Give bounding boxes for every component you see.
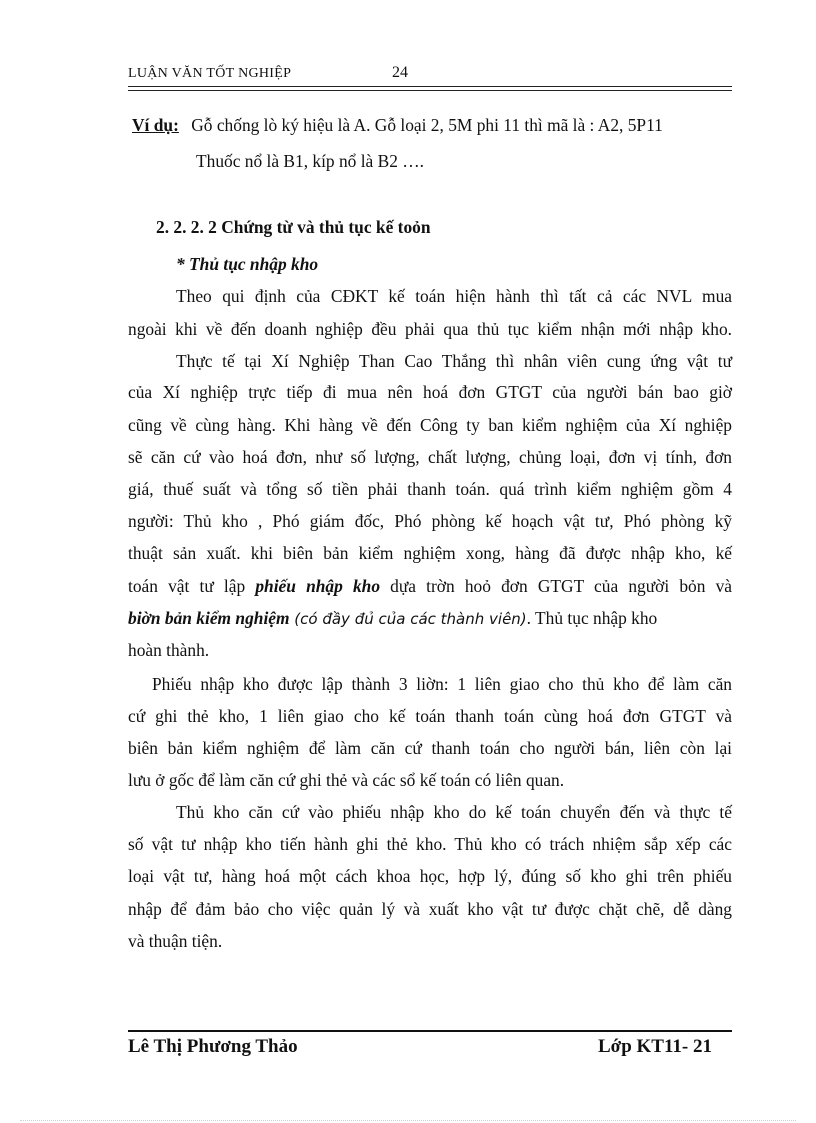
para2-line-1: Phiếu nhập kho được lập thành 3 liờn: 1 liên giao cho thủ kho để làm căn [152, 674, 732, 694]
body-line-10-end: dựa trờn hoỏ đơn GTGT của người bỏn và [380, 576, 732, 596]
body-line-7: giá, thuế suất và tổng số tiền phải thanh toán. quá trình kiểm nghiệm gồm 4 [128, 479, 732, 499]
para3-line-5: và thuận tiện. [128, 931, 223, 951]
bien-ban-emphasis: biờn bản kiểm nghiệm [128, 608, 290, 628]
para2-line-2: cứ ghi thẻ kho, 1 liên giao cho kế toán thanh toán cùng hoá đơn GTGT và [128, 706, 732, 726]
body-line-8: người: Thủ kho , Phó giám đốc, Phó phòng kế hoạch vật tư, Phó phòng kỹ [128, 511, 732, 531]
example-line-1 [132, 114, 736, 136]
header-rule-bottom [128, 90, 732, 91]
subheading: * Thủ tục nhập kho [176, 254, 319, 274]
para3-line-4: nhập để đảm bảo cho việc quản lý và xuất kho vật tư được chặt chẽ, dễ dàng [128, 899, 732, 919]
page-edge [20, 1120, 796, 1121]
header-rule-top [128, 86, 732, 87]
body-line-4: của Xí nghiệp trực tiếp đi mua nên hoá đơn GTGT của người bán bao giờ [128, 382, 732, 402]
body-line-11-end: . Thủ tục nhập kho [526, 608, 658, 628]
body-line-2: ngoài khi về đến doanh nghiệp đều phải qua thủ tục kiểm nhận mới nhập kho. [128, 319, 732, 339]
body-line-11 [128, 607, 732, 630]
body-line-10-start: toán vật tư lập [128, 576, 256, 596]
body-line-5: cũng về cùng hàng. Khi hàng về đến Công ty ban kiểm nghiệm của Xí nghiệp [128, 415, 732, 435]
page-header [128, 64, 732, 86]
thesis-title: LUẬN VĂN TỐT NGHIỆP [128, 66, 292, 81]
para3-line-2: số vật tư nhập kho tiến hành ghi thẻ kho. Thủ kho có trách nhiệm sắp xếp các [128, 834, 732, 854]
parenthetical-note: (có đầy đủ của các thành viên) [289, 610, 527, 628]
para3-line-3: loại vật tư, hàng hoá một cách khoa học, hợp lý, đúng số kho ghi trên phiếu [128, 866, 732, 886]
body-line-10 [128, 575, 732, 597]
page-number: 24 [392, 64, 408, 81]
class-label: Lớp KT11- 21 [598, 1036, 712, 1057]
example-line-2: Thuốc nổ là B1, kíp nổ là B2 …. [196, 151, 424, 171]
body-line-6: sẽ căn cứ vào hoá đơn, như số lượng, chất lượng, chủng loại, đơn vị tính, đơn [128, 447, 732, 467]
author-name: Lê Thị Phương Thảo [128, 1036, 298, 1057]
para2-line-3: biên bản kiểm nghiệm để làm căn cứ thanh toán cho người bán, liên còn lại [128, 738, 732, 758]
section-heading: 2. 2. 2. 2 Chứng từ và thủ tục kế toỏn [156, 217, 431, 237]
footer-rule [128, 1030, 732, 1032]
phieu-nhap-kho-emphasis: phiếu nhập kho [255, 576, 381, 596]
body-line-1: Theo qui định của CĐKT kế toán hiện hành thì tất cả các NVL mua [176, 286, 732, 306]
body-line-12: hoàn thành. [128, 640, 210, 660]
example-text-1: Gỗ chống lò ký hiệu là A. Gỗ loại 2, 5M phi 11 thì mã là : A2, 5P11 [191, 115, 663, 135]
para3-line-1: Thủ kho căn cứ vào phiếu nhập kho do kế toán chuyển đến và thực tế [176, 802, 732, 822]
body-line-3: Thực tế tại Xí Nghiệp Than Cao Thắng thì nhân viên cung ứng vật tư [176, 351, 732, 371]
para2-line-4: lưu ở gốc để làm căn cứ ghi thẻ và các sổ kế toán có liên quan. [128, 770, 565, 790]
body-line-9: thuật sản xuất. khi biên bản kiểm nghiệm xong, hàng đã được nhập kho, kế [128, 543, 732, 563]
example-label: Ví dụ: [132, 115, 179, 135]
